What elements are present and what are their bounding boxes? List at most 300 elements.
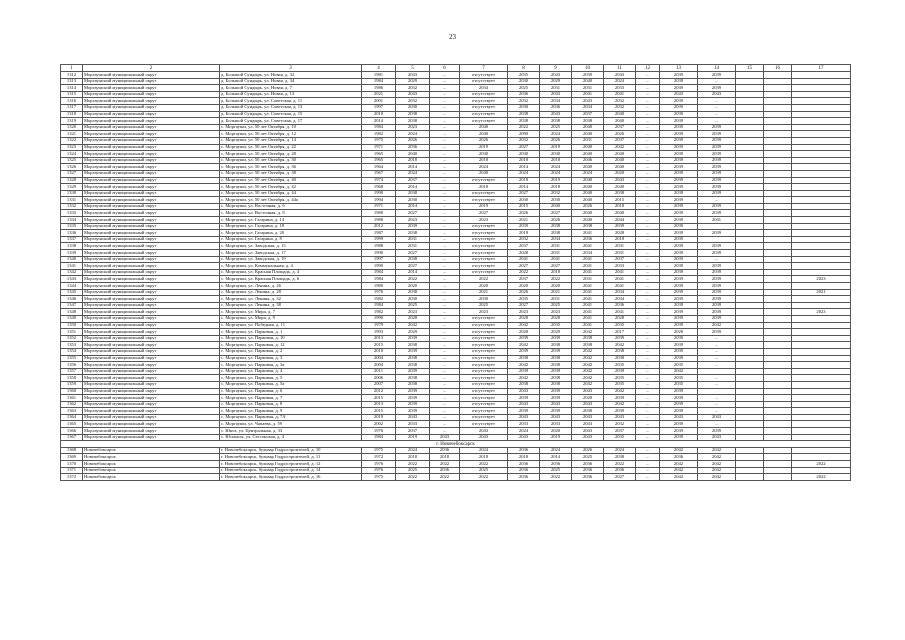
table-cell: –	[430, 329, 460, 336]
table-cell: 2034	[572, 250, 604, 257]
table-cell: Новочебоксарск	[83, 474, 220, 481]
table-cell: –	[636, 111, 660, 118]
table-cell: 2020	[540, 428, 572, 435]
table-cell: с. Юнга, ул. Центральная, д. 33	[220, 428, 362, 435]
table-cell: Моргаушский муниципальный округ	[83, 256, 220, 263]
table-cell: 1994	[362, 197, 396, 204]
table-cell: –	[430, 104, 460, 111]
table-cell	[764, 467, 792, 474]
table-cell: 2037	[572, 111, 604, 118]
table-cell: 2041	[572, 243, 604, 250]
table-cell	[764, 355, 792, 362]
table-row	[61, 197, 851, 204]
table-cell: 2028	[396, 315, 430, 322]
table-cell: Моргаушский муниципальный округ	[83, 342, 220, 349]
table-cell	[736, 250, 764, 257]
table-cell: 2018	[396, 157, 430, 164]
table-row	[61, 250, 851, 257]
table-cell: 2040	[460, 131, 508, 138]
table-row	[61, 98, 851, 105]
table-cell: 2043	[604, 177, 636, 184]
table-cell	[792, 421, 851, 428]
table-row	[61, 342, 851, 349]
table-cell: 2024	[540, 164, 572, 171]
table-cell: 1353	[61, 342, 83, 349]
table-cell	[736, 309, 764, 316]
table-cell: –	[636, 250, 660, 257]
table-cell: –	[430, 131, 460, 138]
table-cell: с. Моргауши, ул. 50 лет Октября, д. 10	[220, 124, 362, 131]
table-cell: 1334	[61, 217, 83, 224]
table-cell	[736, 421, 764, 428]
table-cell: 1359	[61, 381, 83, 388]
table-cell: с. Моргауши, ул. Парковая, д. 8	[220, 401, 362, 408]
table-cell: 2015	[508, 203, 540, 210]
table-cell	[736, 170, 764, 177]
table-cell	[736, 151, 764, 158]
table-cell: –	[636, 118, 660, 125]
table-cell: 2022	[396, 276, 430, 283]
table-cell: –	[636, 414, 660, 421]
table-cell: 2040	[604, 184, 636, 191]
table-cell: 2027	[604, 474, 636, 481]
table-cell: 2041	[572, 91, 604, 98]
table-cell: отсутствует	[460, 315, 508, 322]
table-cell: –	[636, 269, 660, 276]
table-cell: 2043	[572, 421, 604, 428]
table-cell: 2027	[540, 210, 572, 217]
table-cell: 2040	[572, 184, 604, 191]
table-cell: отсутствует	[460, 381, 508, 388]
table-cell: 2039	[660, 151, 698, 158]
table-cell: 2038	[508, 118, 540, 125]
table-cell: 13	[660, 65, 698, 72]
table-cell: 1347	[61, 302, 83, 309]
table-cell: 2024	[604, 447, 636, 454]
table-cell: Моргаушский муниципальный округ	[83, 190, 220, 197]
table-cell: 2039	[660, 401, 698, 408]
table-cell: –	[430, 184, 460, 191]
table-cell: 2022	[792, 461, 851, 468]
table-cell: –	[636, 170, 660, 177]
table-cell: 1368	[61, 447, 83, 454]
table-cell: 2018	[508, 230, 540, 237]
table-cell: 1324	[61, 151, 83, 158]
table-cell: с. Моргауши, ул. Гагарина, д. 14	[220, 217, 362, 224]
table-cell: 2035	[660, 381, 698, 388]
table-cell: –	[698, 335, 736, 342]
table-cell: 1976	[362, 461, 396, 468]
table-cell: Моргаушский муниципальный округ	[83, 137, 220, 144]
table-cell: 2039	[396, 348, 430, 355]
table-cell: 2040	[572, 217, 604, 224]
table-cell: 2020	[508, 283, 540, 290]
table-cell: 2018	[460, 184, 508, 191]
table-cell: –	[698, 348, 736, 355]
table-cell: 1365	[61, 421, 83, 428]
table-cell	[764, 309, 792, 316]
table-cell: 2039	[698, 151, 736, 158]
table-cell: 2041	[540, 256, 572, 263]
table-cell: –	[636, 434, 660, 441]
table-cell: –	[636, 447, 660, 454]
table-cell: 2043	[698, 414, 736, 421]
table-cell	[792, 203, 851, 210]
table-cell: –	[430, 408, 460, 415]
table-cell: 2041	[572, 263, 604, 270]
table-cell	[792, 236, 851, 243]
table-cell: с. Моргауши, ул. Ленина, д. 26	[220, 283, 362, 290]
table-cell: Моргаушский муниципальный округ	[83, 302, 220, 309]
table-cell: 2039	[698, 296, 736, 303]
table-cell: 2039	[698, 309, 736, 316]
table-cell: –	[636, 72, 660, 79]
table-cell: 2042	[698, 447, 736, 454]
table-cell: 2039	[660, 210, 698, 217]
table-cell: 1360	[61, 388, 83, 395]
table-cell: 1317	[61, 104, 83, 111]
table-cell	[736, 375, 764, 382]
table-cell: 1357	[61, 368, 83, 375]
table-cell: 2043	[396, 414, 430, 421]
table-cell: 2024	[460, 164, 508, 171]
table-cell: Моргаушский муниципальный округ	[83, 203, 220, 210]
table-cell: отсутствует	[460, 329, 508, 336]
table-cell	[736, 210, 764, 217]
table-cell: д. Большой Сундырь, ул. Новая, д. 34	[220, 78, 362, 85]
table-row	[61, 157, 851, 164]
table-cell: –	[698, 401, 736, 408]
table-cell: отсутствует	[460, 190, 508, 197]
table-cell	[792, 177, 851, 184]
table-cell: 2039	[660, 177, 698, 184]
table-cell: 2026	[460, 137, 508, 144]
table-cell: 1354	[61, 348, 83, 355]
table-cell: –	[430, 170, 460, 177]
table-row	[61, 184, 851, 191]
table-cell: с. Моргауши, ул. Парковая, д. 3а	[220, 362, 362, 369]
table-cell: Моргаушский муниципальный округ	[83, 164, 220, 171]
table-cell: 1346	[61, 296, 83, 303]
table-cell: 2043	[540, 111, 572, 118]
table-cell: 1975	[362, 137, 396, 144]
table-row	[61, 131, 851, 138]
table-cell	[792, 467, 851, 474]
table-cell	[764, 230, 792, 237]
table-cell: 1999	[362, 236, 396, 243]
table-cell: с. Моргауши, ул. Коммунальная, д. 4	[220, 263, 362, 270]
table-row	[61, 269, 851, 276]
table-cell: 1979	[362, 322, 396, 329]
table-cell: 2042	[604, 144, 636, 151]
table-cell: 1993	[362, 329, 396, 336]
table-cell: –	[636, 362, 660, 369]
table-cell: 2039	[604, 335, 636, 342]
table-cell	[792, 230, 851, 237]
table-cell: 2039	[660, 197, 698, 204]
table-cell: 2018	[430, 454, 460, 461]
table-cell: 2031	[540, 250, 572, 257]
table-cell: 9	[540, 65, 572, 72]
table-cell: 2039	[698, 428, 736, 435]
table-cell	[792, 296, 851, 303]
table-cell: 2029	[396, 78, 430, 85]
table-cell: 1984	[362, 78, 396, 85]
table-cell: 1972	[362, 454, 396, 461]
table-cell: 2030	[508, 78, 540, 85]
table-cell: 2038	[540, 118, 572, 125]
table-cell: –	[636, 190, 660, 197]
table-cell: 2007	[362, 381, 396, 388]
table-cell: 2028	[508, 315, 540, 322]
table-cell: –	[430, 230, 460, 237]
table-cell: –	[636, 217, 660, 224]
table-cell	[764, 203, 792, 210]
table-cell: 1333	[61, 210, 83, 217]
table-cell: Моргаушский муниципальный округ	[83, 421, 220, 428]
table-cell: отсутствует	[460, 395, 508, 402]
table-cell: отсутствует	[460, 177, 508, 184]
table-cell: 2043	[698, 434, 736, 441]
table-cell: 2039	[698, 210, 736, 217]
table-cell: 2027	[396, 263, 430, 270]
table-cell: 2025	[540, 302, 572, 309]
table-cell: 2043	[572, 98, 604, 105]
table-cell	[736, 296, 764, 303]
table-cell: –	[430, 256, 460, 263]
table-cell: 2042	[508, 342, 540, 349]
table-cell: отсутствует	[460, 362, 508, 369]
table-cell: 2039	[698, 184, 736, 191]
table-row	[61, 309, 851, 316]
table-cell: 2039	[396, 223, 430, 230]
table-cell: –	[698, 342, 736, 349]
table-cell: –	[698, 421, 736, 428]
table-cell	[792, 78, 851, 85]
table-cell: 1965	[362, 157, 396, 164]
table-cell: 1967	[362, 170, 396, 177]
table-cell: 2040	[572, 177, 604, 184]
table-cell	[764, 137, 792, 144]
table-cell	[736, 401, 764, 408]
table-cell: 2015	[604, 197, 636, 204]
table-cell: 2036	[508, 461, 540, 468]
table-cell: 2039	[660, 230, 698, 237]
table-cell: 2042	[660, 368, 698, 375]
table-cell: 2039	[660, 111, 698, 118]
table-cell	[736, 157, 764, 164]
table-cell	[764, 236, 792, 243]
table-cell: Моргаушский муниципальный округ	[83, 98, 220, 105]
table-cell: 5	[396, 65, 430, 72]
table-row	[61, 289, 851, 296]
table-cell: 1319	[61, 118, 83, 125]
table-cell: –	[636, 223, 660, 230]
table-cell: 2010	[362, 111, 396, 118]
table-cell: 2020	[396, 283, 430, 290]
table-cell: 1976	[362, 467, 396, 474]
table-cell	[792, 144, 851, 151]
table-cell: 2018	[460, 454, 508, 461]
table-cell: 2014	[396, 164, 430, 171]
table-cell: отсутствует	[460, 414, 508, 421]
table-cell: Моргаушский муниципальный округ	[83, 408, 220, 415]
table-cell: 1362	[61, 401, 83, 408]
table-cell: 1342	[61, 269, 83, 276]
table-cell	[764, 170, 792, 177]
table-cell	[764, 210, 792, 217]
table-cell	[764, 329, 792, 336]
table-cell	[764, 131, 792, 138]
table-cell	[736, 434, 764, 441]
table-cell: 2042	[508, 375, 540, 382]
table-cell: отсутствует	[460, 230, 508, 237]
table-cell: 2039	[660, 118, 698, 125]
table-cell	[736, 104, 764, 111]
table-cell: 2038	[396, 256, 430, 263]
table-cell: 2039	[698, 276, 736, 283]
table-cell: 1328	[61, 177, 83, 184]
table-cell: –	[636, 467, 660, 474]
table-cell	[792, 342, 851, 349]
table-cell: 2043	[604, 414, 636, 421]
table-cell	[792, 329, 851, 336]
table-cell: Новочебоксарск	[83, 467, 220, 474]
table-cell: –	[636, 276, 660, 283]
table-cell: 2039	[604, 223, 636, 230]
table-cell: –	[430, 348, 460, 355]
table-cell: 2039	[660, 243, 698, 250]
table-cell	[764, 98, 792, 105]
table-cell: –	[636, 131, 660, 138]
table-cell: 2043	[508, 414, 540, 421]
table-cell: 2031	[604, 243, 636, 250]
table-cell: 2032	[508, 236, 540, 243]
table-cell: –	[636, 236, 660, 243]
table-cell	[764, 283, 792, 290]
table-cell	[736, 203, 764, 210]
table-cell: 2038	[540, 375, 572, 382]
table-cell: 4	[362, 65, 396, 72]
table-cell	[792, 315, 851, 322]
table-cell: 1974	[362, 177, 396, 184]
table-cell: –	[636, 210, 660, 217]
table-cell: 1345	[61, 289, 83, 296]
table-cell: 1348	[61, 309, 83, 316]
table-cell	[736, 335, 764, 342]
table-cell: –	[636, 283, 660, 290]
table-cell: Моргаушский муниципальный округ	[83, 170, 220, 177]
table-cell: 2039	[698, 230, 736, 237]
table-cell: 1335	[61, 223, 83, 230]
table-cell: 2032	[604, 421, 636, 428]
table-cell: 2025	[540, 467, 572, 474]
table-cell: 2038	[396, 375, 430, 382]
table-cell	[764, 256, 792, 263]
table-cell: 2024	[396, 131, 430, 138]
table-cell: 2039	[660, 170, 698, 177]
table-cell: 2039	[396, 388, 430, 395]
table-cell: –	[698, 78, 736, 85]
table-cell: 2090	[508, 131, 540, 138]
table-cell: Моргаушский муниципальный округ	[83, 289, 220, 296]
table-cell	[698, 223, 736, 230]
table-cell: с. Моргауши, ул. Заводская, д. 15	[220, 243, 362, 250]
table-cell: 1322	[61, 137, 83, 144]
table-cell	[792, 348, 851, 355]
table-cell: 2038	[508, 381, 540, 388]
table-cell: д. Большой Сундырь, ул. Новая, д. 7	[220, 85, 362, 92]
table-cell: 2038	[508, 355, 540, 362]
table-cell: Моргаушский муниципальный округ	[83, 104, 220, 111]
table-cell: 2034	[604, 289, 636, 296]
table-cell	[736, 315, 764, 322]
table-cell: г. Новочебоксарск, бульвар Гидростроителей, д. 14	[220, 467, 362, 474]
table-cell: 2038	[540, 362, 572, 369]
table-cell: 2021	[362, 91, 396, 98]
table-cell	[764, 395, 792, 402]
table-cell: отсутствует	[460, 250, 508, 257]
table-cell: 2023	[396, 217, 430, 224]
table-cell: г. Новочебоксарск, бульвар Гидростроителей, д. 16	[220, 474, 362, 481]
table-cell	[736, 414, 764, 421]
table-cell: –	[636, 289, 660, 296]
table-cell: 2043	[396, 91, 430, 98]
table-cell	[792, 137, 851, 144]
table-cell: 2043	[572, 434, 604, 441]
table-cell	[736, 428, 764, 435]
table-cell: 1340	[61, 256, 83, 263]
table-cell: 2038	[540, 230, 572, 237]
table-cell: 2039	[698, 85, 736, 92]
table-cell: 2034	[540, 236, 572, 243]
table-cell	[736, 289, 764, 296]
table-row	[61, 177, 851, 184]
table-cell	[736, 217, 764, 224]
table-cell: 2018	[604, 203, 636, 210]
table-cell: Моргаушский муниципальный округ	[83, 177, 220, 184]
table-cell: 2023	[396, 309, 430, 316]
table-row	[61, 236, 851, 243]
table-cell: Моргаушский муниципальный округ	[83, 151, 220, 158]
table-cell: 2040	[572, 131, 604, 138]
table-cell: 2043	[660, 414, 698, 421]
table-cell: 2028	[540, 315, 572, 322]
table-cell: Моргаушский муниципальный округ	[83, 375, 220, 382]
table-cell: 2034	[572, 104, 604, 111]
table-cell: Моргаушский муниципальный округ	[83, 368, 220, 375]
table-cell: 3	[220, 65, 362, 72]
table-cell	[736, 461, 764, 468]
table-cell	[764, 335, 792, 342]
table-cell: 2043	[508, 401, 540, 408]
table-cell: –	[698, 381, 736, 388]
table-cell: с. Моргауши, ул. Гагарина, д. 18	[220, 223, 362, 230]
table-row	[61, 190, 851, 197]
table-cell: 2021	[540, 289, 572, 296]
table-row	[61, 322, 851, 329]
table-cell	[792, 388, 851, 395]
table-row	[61, 355, 851, 362]
table-cell: 2037	[396, 428, 430, 435]
table-cell: 1971	[362, 203, 396, 210]
table-cell: 2026	[572, 203, 604, 210]
table-cell: 2033	[604, 85, 636, 92]
table-cell: Моргаушский муниципальный округ	[83, 348, 220, 355]
table-cell	[764, 223, 792, 230]
table-cell: Моргаушский муниципальный округ	[83, 243, 220, 250]
table-cell: 2014	[396, 184, 430, 191]
